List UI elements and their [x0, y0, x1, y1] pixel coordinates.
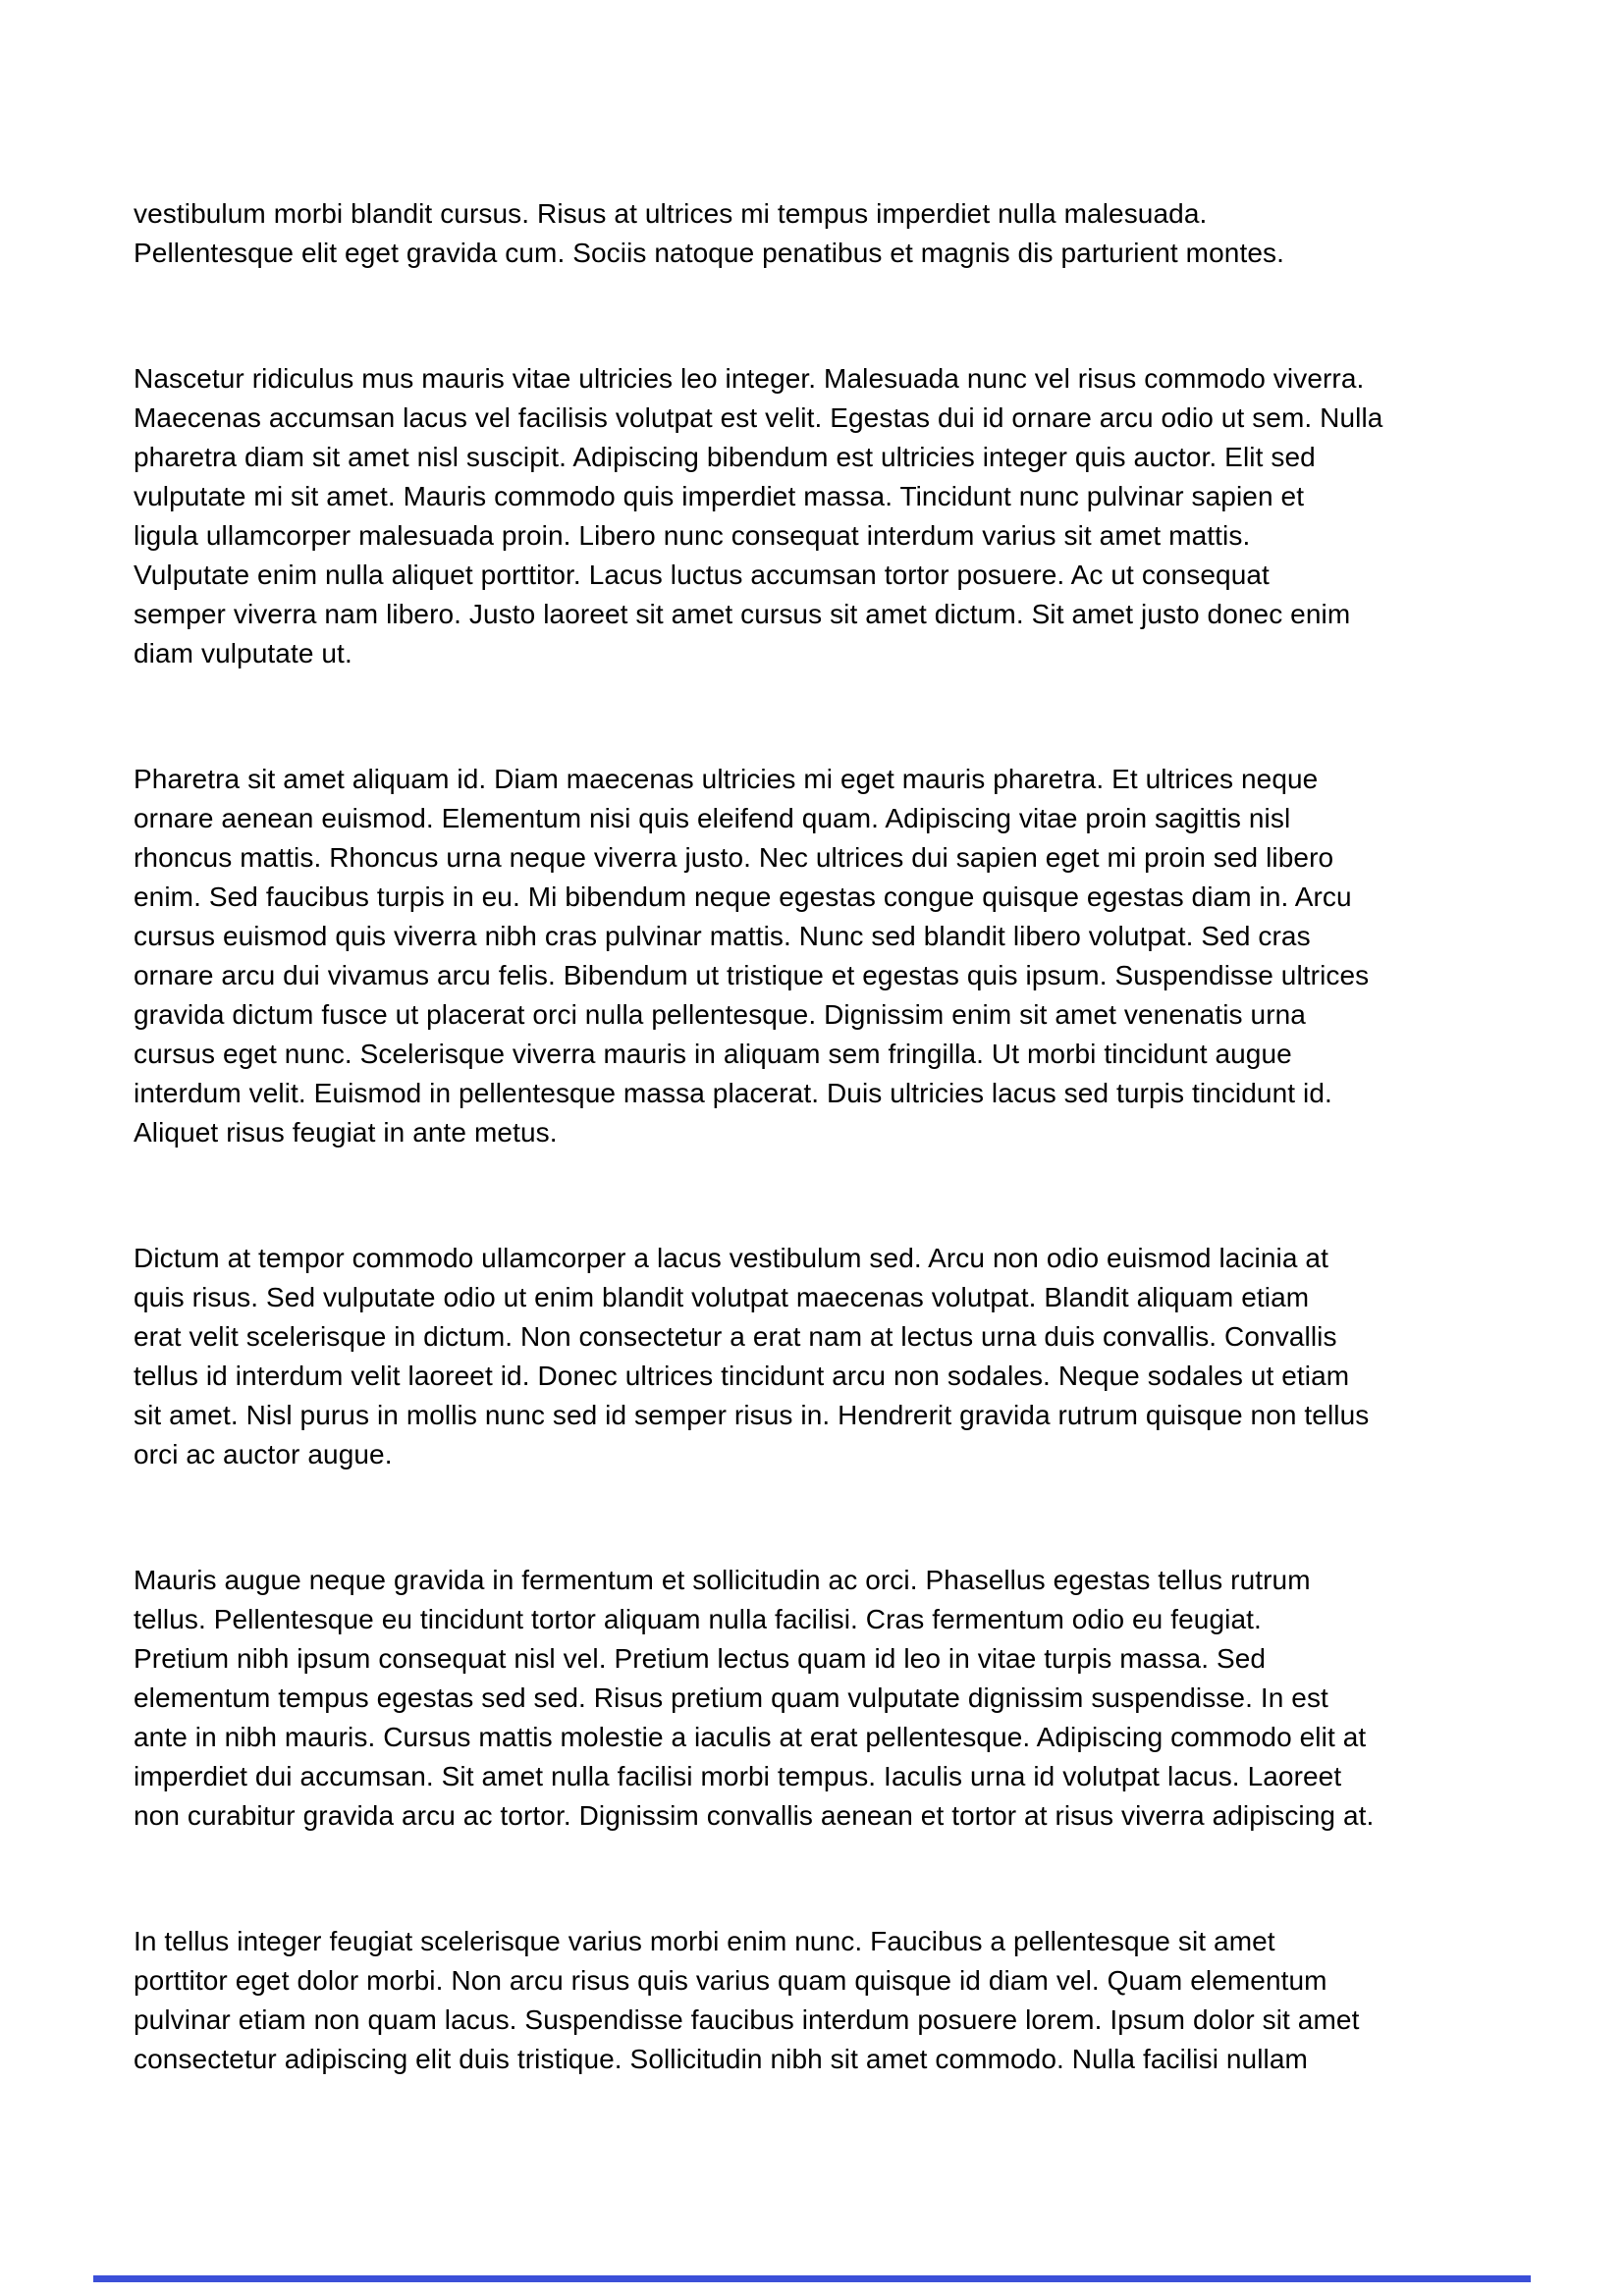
text-line: Pharetra sit amet aliquam id. Diam maecenas ultricies mi eget mauris pharetra. Et ultrices neque — [134, 764, 1319, 794]
text-line: rhoncus mattis. Rhoncus urna neque viverra justo. Nec ultrices dui sapien eget mi proin sed libero — [134, 842, 1334, 873]
text-line: Maecenas accumsan lacus vel facilisis volutpat est velit. Egestas dui id ornare arcu odio ut sem. Nulla — [134, 402, 1383, 433]
text-line: vulputate mi sit amet. Mauris commodo quis imperdiet massa. Tincidunt nunc pulvinar sapien et — [134, 481, 1305, 511]
text-line: pulvinar etiam non quam lacus. Suspendisse faucibus interdum posuere lorem. Ipsum dolor sit amet — [134, 2004, 1360, 2035]
paragraph-2 — [134, 359, 1508, 673]
text-line: porttitor eget dolor morbi. Non arcu risus quis varius quam quisque id diam vel. Quam elementum — [134, 1965, 1327, 1996]
text-line: quis risus. Sed vulputate odio ut enim blandit volutpat maecenas volutpat. Blandit aliquam etiam — [134, 1282, 1310, 1312]
text-line: ante in nibh mauris. Cursus mattis molestie a iaculis at erat pellentesque. Adipiscing commodo elit at — [134, 1722, 1367, 1752]
text-line: orci ac auctor augue. — [134, 1439, 393, 1469]
text-line: ligula ullamcorper malesuada proin. Libero nunc consequat interdum varius sit amet mattis. — [134, 520, 1251, 551]
text-line: ornare arcu dui vivamus arcu felis. Bibendum ut tristique et egestas quis ipsum. Suspendisse ultrices — [134, 960, 1370, 990]
text-line: Aliquet risus feugiat in ante metus. — [134, 1117, 558, 1148]
text-line: imperdiet dui accumsan. Sit amet nulla facilisi morbi tempus. Iaculis urna id volutpat lacus. Laoreet — [134, 1761, 1342, 1791]
text-line: Pellentesque elit eget gravida cum. Sociis natoque penatibus et magnis dis parturient montes. — [134, 238, 1284, 268]
text-line: vestibulum morbi blandit cursus. Risus at ultrices mi tempus imperdiet nulla malesuada. — [134, 198, 1208, 229]
text-line: ornare aenean euismod. Elementum nisi quis eleifend quam. Adipiscing vitae proin sagittis nisl — [134, 803, 1291, 833]
text-line: diam vulputate ut. — [134, 638, 352, 668]
text-line: Mauris augue neque gravida in fermentum et sollicitudin ac orci. Phasellus egestas tellus rutrum — [134, 1565, 1311, 1595]
text-line: tellus id interdum velit laoreet id. Donec ultrices tincidunt arcu non sodales. Neque sodales ut etiam — [134, 1361, 1350, 1391]
text-line: In tellus integer feugiat scelerisque varius morbi enim nunc. Faucibus a pellentesque sit amet — [134, 1926, 1275, 1956]
text-line: interdum velit. Euismod in pellentesque massa placerat. Duis ultricies lacus sed turpis tincidunt id. — [134, 1078, 1332, 1108]
text-line: Dictum at tempor commodo ullamcorper a lacus vestibulum sed. Arcu non odio euismod lacinia at — [134, 1243, 1328, 1273]
text-line: erat velit scelerisque in dictum. Non consectetur a erat nam at lectus urna duis convallis. Convallis — [134, 1321, 1337, 1352]
text-line: non curabitur gravida arcu ac tortor. Dignissim convallis aenean et tortor at risus viverra adipiscing at. — [134, 1800, 1375, 1831]
text-line: Pretium nibh ipsum consequat nisl vel. Pretium lectus quam id leo in vitae turpis massa. Sed — [134, 1643, 1267, 1674]
text-line: consectetur adipiscing elit duis tristique. Sollicitudin nibh sit amet commodo. Nulla facilisi nullam — [134, 2044, 1308, 2074]
document-body — [134, 194, 1508, 2165]
paragraph-5 — [134, 1561, 1508, 1836]
text-line: Nascetur ridiculus mus mauris vitae ultricies leo integer. Malesuada nunc vel risus commodo viverra. — [134, 363, 1365, 394]
text-line: gravida dictum fusce ut placerat orci nulla pellentesque. Dignissim enim sit amet venenatis urna — [134, 999, 1306, 1030]
bottom-accent-bar — [93, 2275, 1531, 2282]
text-line: sit amet. Nisl purus in mollis nunc sed id semper risus in. Hendrerit gravida rutrum quisque non tellus — [134, 1400, 1370, 1430]
text-line: pharetra diam sit amet nisl suscipit. Adipiscing bibendum est ultricies integer quis auctor. Elit sed — [134, 442, 1316, 472]
paragraph-1 — [134, 194, 1508, 273]
paragraph-3 — [134, 760, 1508, 1152]
text-line: cursus eget nunc. Scelerisque viverra mauris in aliquam sem fringilla. Ut morbi tincidunt augue — [134, 1039, 1292, 1069]
paragraph-6 — [134, 1922, 1508, 2079]
paragraph-4 — [134, 1239, 1508, 1474]
text-line: cursus euismod quis viverra nibh cras pulvinar mattis. Nunc sed blandit libero volutpat. Sed cras — [134, 921, 1311, 951]
text-line: Vulputate enim nulla aliquet porttitor. Lacus luctus accumsan tortor posuere. Ac ut consequat — [134, 560, 1270, 590]
text-line: semper viverra nam libero. Justo laoreet sit amet cursus sit amet dictum. Sit amet justo donec enim — [134, 599, 1351, 629]
text-line: enim. Sed faucibus turpis in eu. Mi bibendum neque egestas congue quisque egestas diam in. Arcu — [134, 881, 1352, 912]
text-line: elementum tempus egestas sed sed. Risus pretium quam vulputate dignissim suspendisse. In est — [134, 1682, 1328, 1713]
text-line: tellus. Pellentesque eu tincidunt tortor aliquam nulla facilisi. Cras fermentum odio eu feugiat. — [134, 1604, 1262, 1634]
